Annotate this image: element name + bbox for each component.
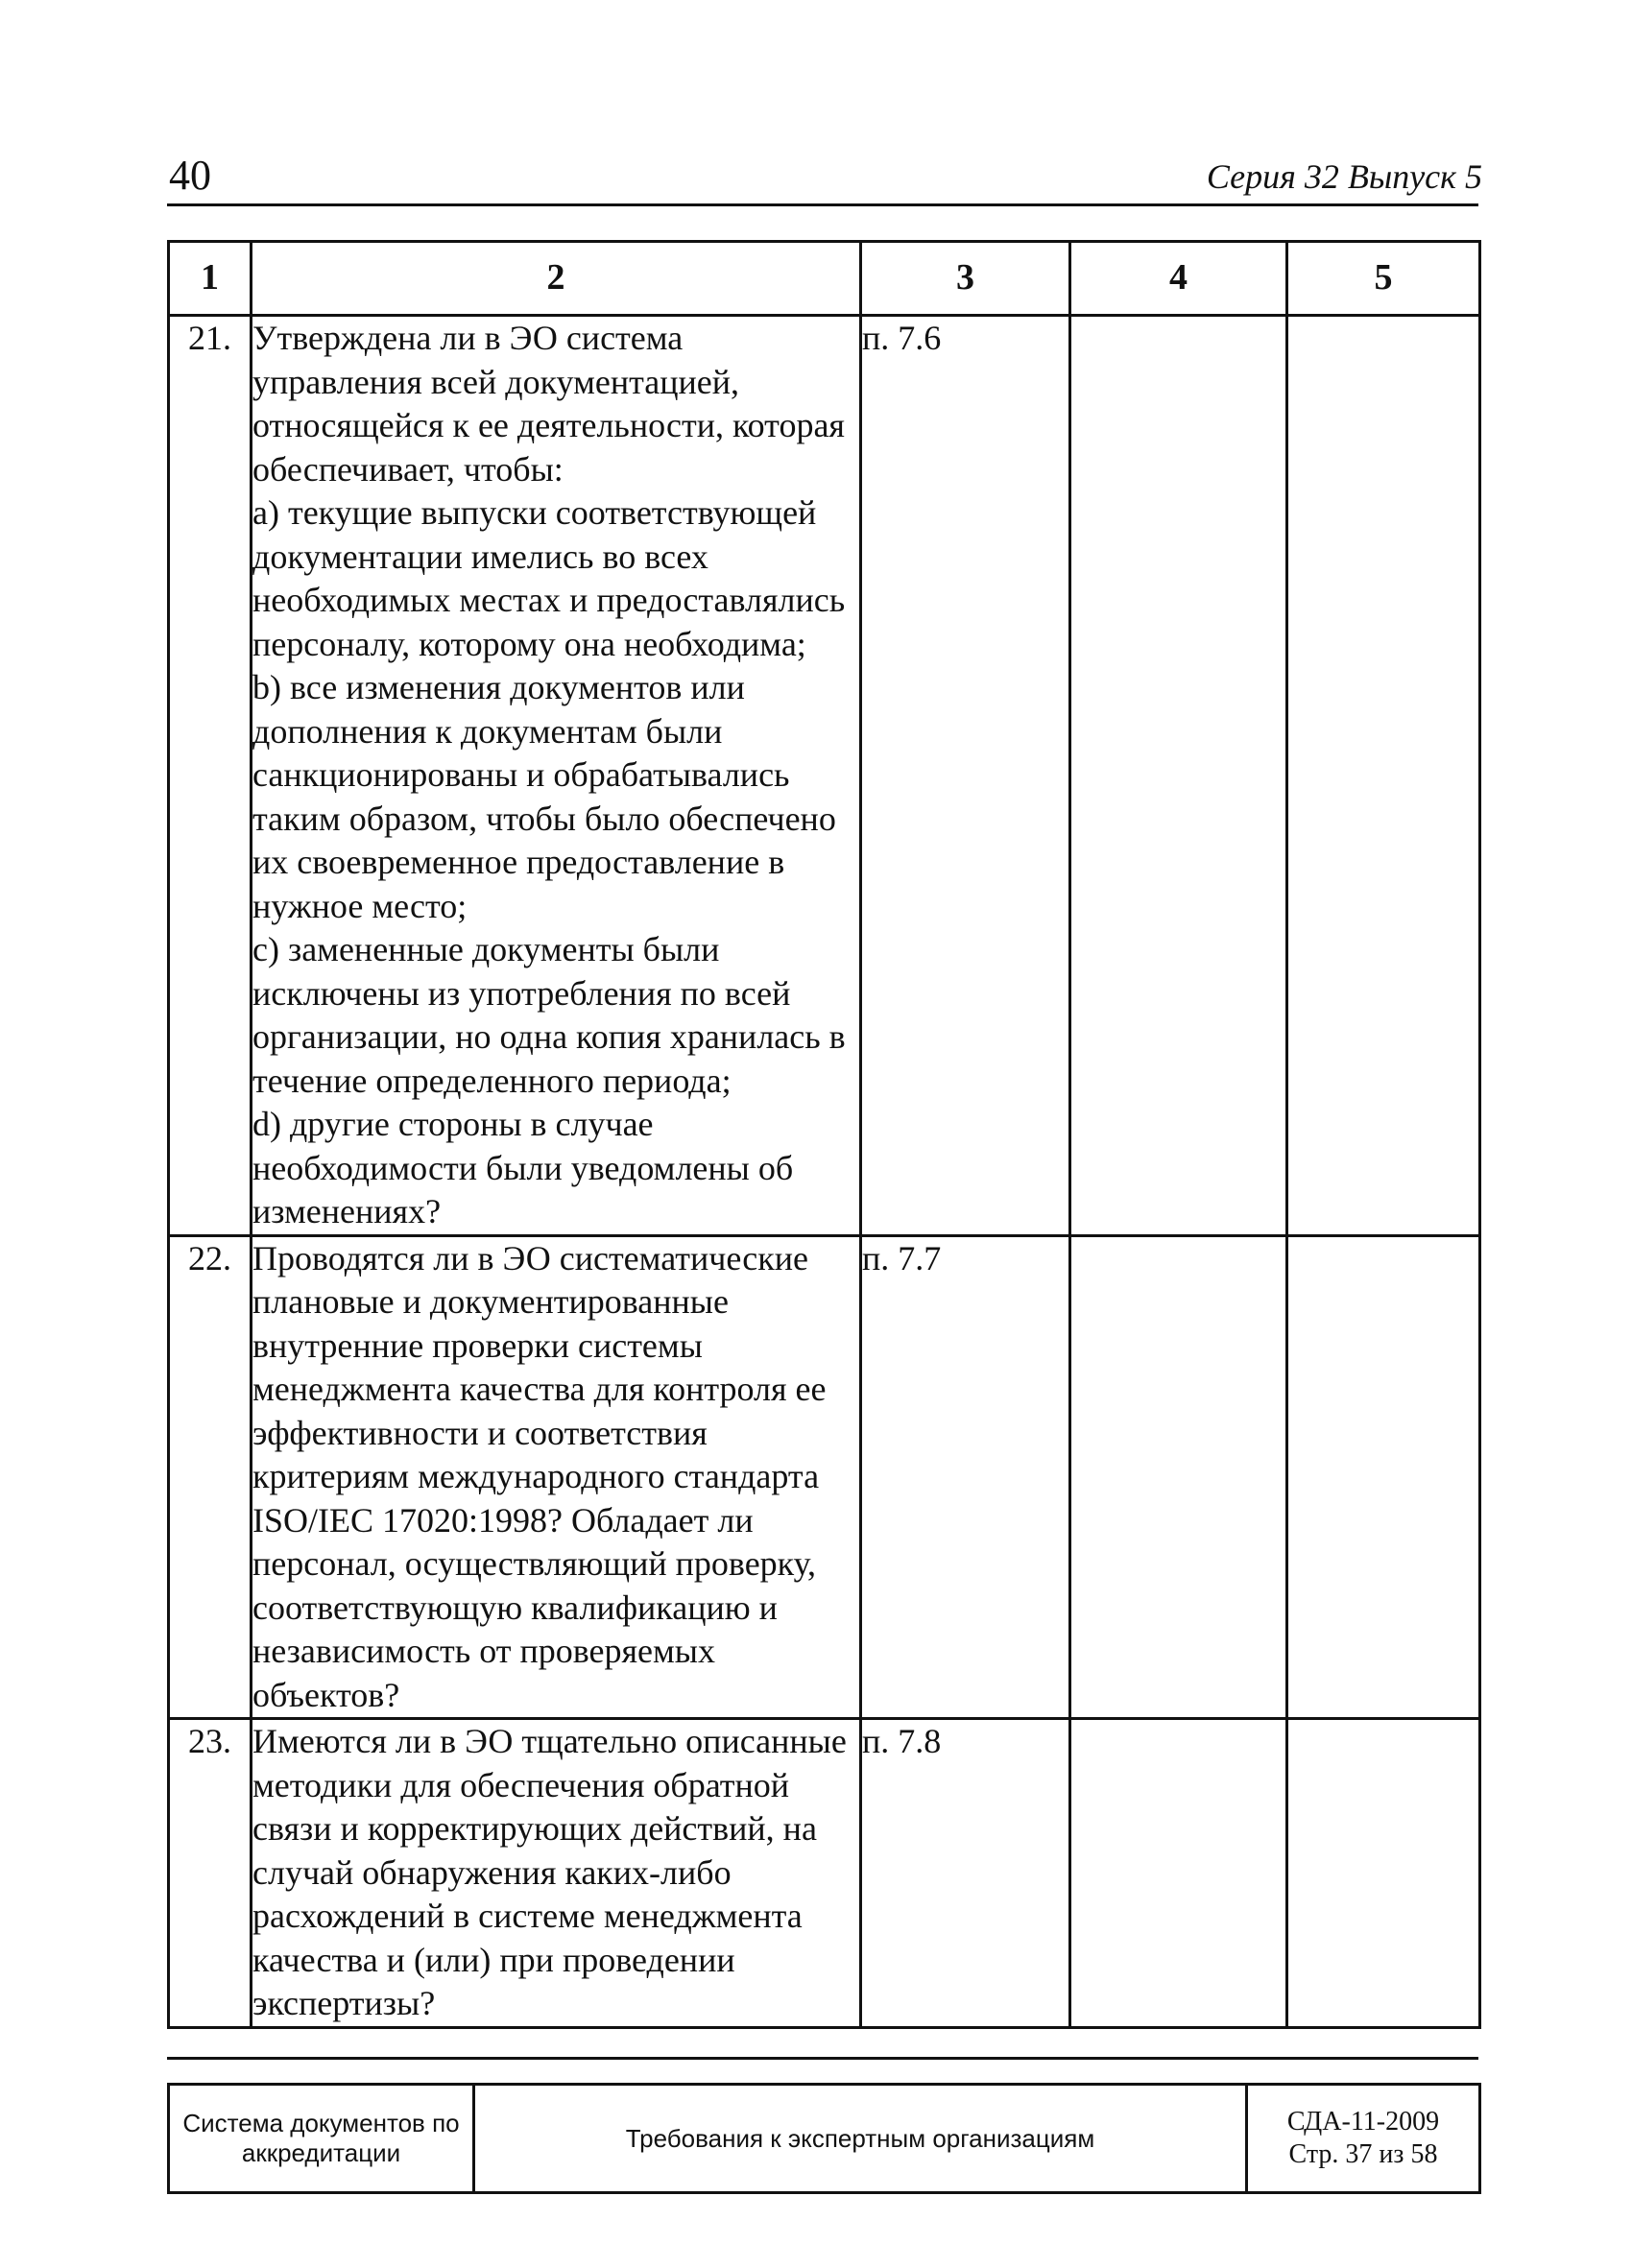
row-number: 22.: [169, 1235, 252, 1719]
row-number: 21.: [169, 316, 252, 1236]
document-code: СДА-11-2009: [1286, 2107, 1440, 2137]
column-5-cell: [1287, 1235, 1480, 1719]
series-title: Серия 32 Выпуск 5: [1206, 157, 1482, 196]
clause-reference: п. 7.8: [861, 1719, 1070, 2028]
question-paragraph: а) текущие выпуски соответствующей документации имелись во всех необходимых местах и предоставлялись персоналу, которому она необходима;: [252, 493, 846, 663]
column-4-cell: [1070, 1235, 1287, 1719]
column-header-1: 1: [169, 242, 252, 316]
requirements-table: [167, 240, 1481, 2029]
footer-left: Система документов по аккредитации: [169, 2085, 474, 2193]
question-paragraph: Имеются ли в ЭО тщательно описанные методики для обеспечения обратной связи и корректирующих действий, на случай обнаружения каких-либо расхождений в системе менеджмента качества и (или) при проведении экспертизы?: [252, 1722, 847, 2022]
column-header-3: 3: [861, 242, 1070, 316]
table-header-row: [169, 242, 1480, 316]
clause-reference: п. 7.7: [861, 1235, 1070, 1719]
column-header-5: 5: [1287, 242, 1480, 316]
footer-rule: [167, 2057, 1478, 2060]
question-text: [252, 316, 861, 1236]
page-number: 40: [169, 152, 211, 199]
column-header-2: 2: [252, 242, 861, 316]
footer-right: [1247, 2085, 1480, 2193]
table-row: [169, 1235, 1480, 1719]
footer-table: [167, 2083, 1481, 2194]
question-paragraph: с) замененные документы были исключены из употребления по всей организации, но одна копия хранилась в течение определенного периода;: [252, 930, 846, 1100]
column-header-4: 4: [1070, 242, 1287, 316]
header-rule: [167, 203, 1478, 206]
question-paragraph: Проводятся ли в ЭО систематические плановые и документированные внутренние проверки системы менеджмента качества для контроля ее эффективности и соответствия критериям международного стандарта ISO/IEC 17020:1998? Обладает ли персонал, осуществляющий проверку, соответствующую квалификацию и независимость от проверяемых объектов?: [252, 1238, 827, 1714]
table-row: [169, 1719, 1480, 2028]
column-4-cell: [1070, 1719, 1287, 2028]
question-paragraph: d) другие стороны в случае необходимости были уведомлены об изменениях?: [252, 1105, 794, 1230]
column-4-cell: [1070, 316, 1287, 1236]
footer-row: [169, 2085, 1480, 2193]
footer-center: Требования к экспертным организациям: [474, 2085, 1247, 2193]
question-paragraph: Утверждена ли в ЭО система управления всей документацией, относящейся к ее деятельности, которая обеспечивает, чтобы:: [252, 319, 845, 489]
clause-reference: п. 7.6: [861, 316, 1070, 1236]
column-5-cell: [1287, 1719, 1480, 2028]
row-number: 23.: [169, 1719, 252, 2028]
question-text: [252, 1719, 861, 2028]
table-row: [169, 316, 1480, 1236]
question-paragraph: b) все изменения документов или дополнения к документам были санкционированы и обрабатывались таким образом, чтобы было обеспечено их своевременное предоставление в нужное место;: [252, 668, 836, 925]
question-text: [252, 1235, 861, 1719]
column-5-cell: [1287, 316, 1480, 1236]
page-count: Стр. 37 из 58: [1288, 2139, 1438, 2169]
